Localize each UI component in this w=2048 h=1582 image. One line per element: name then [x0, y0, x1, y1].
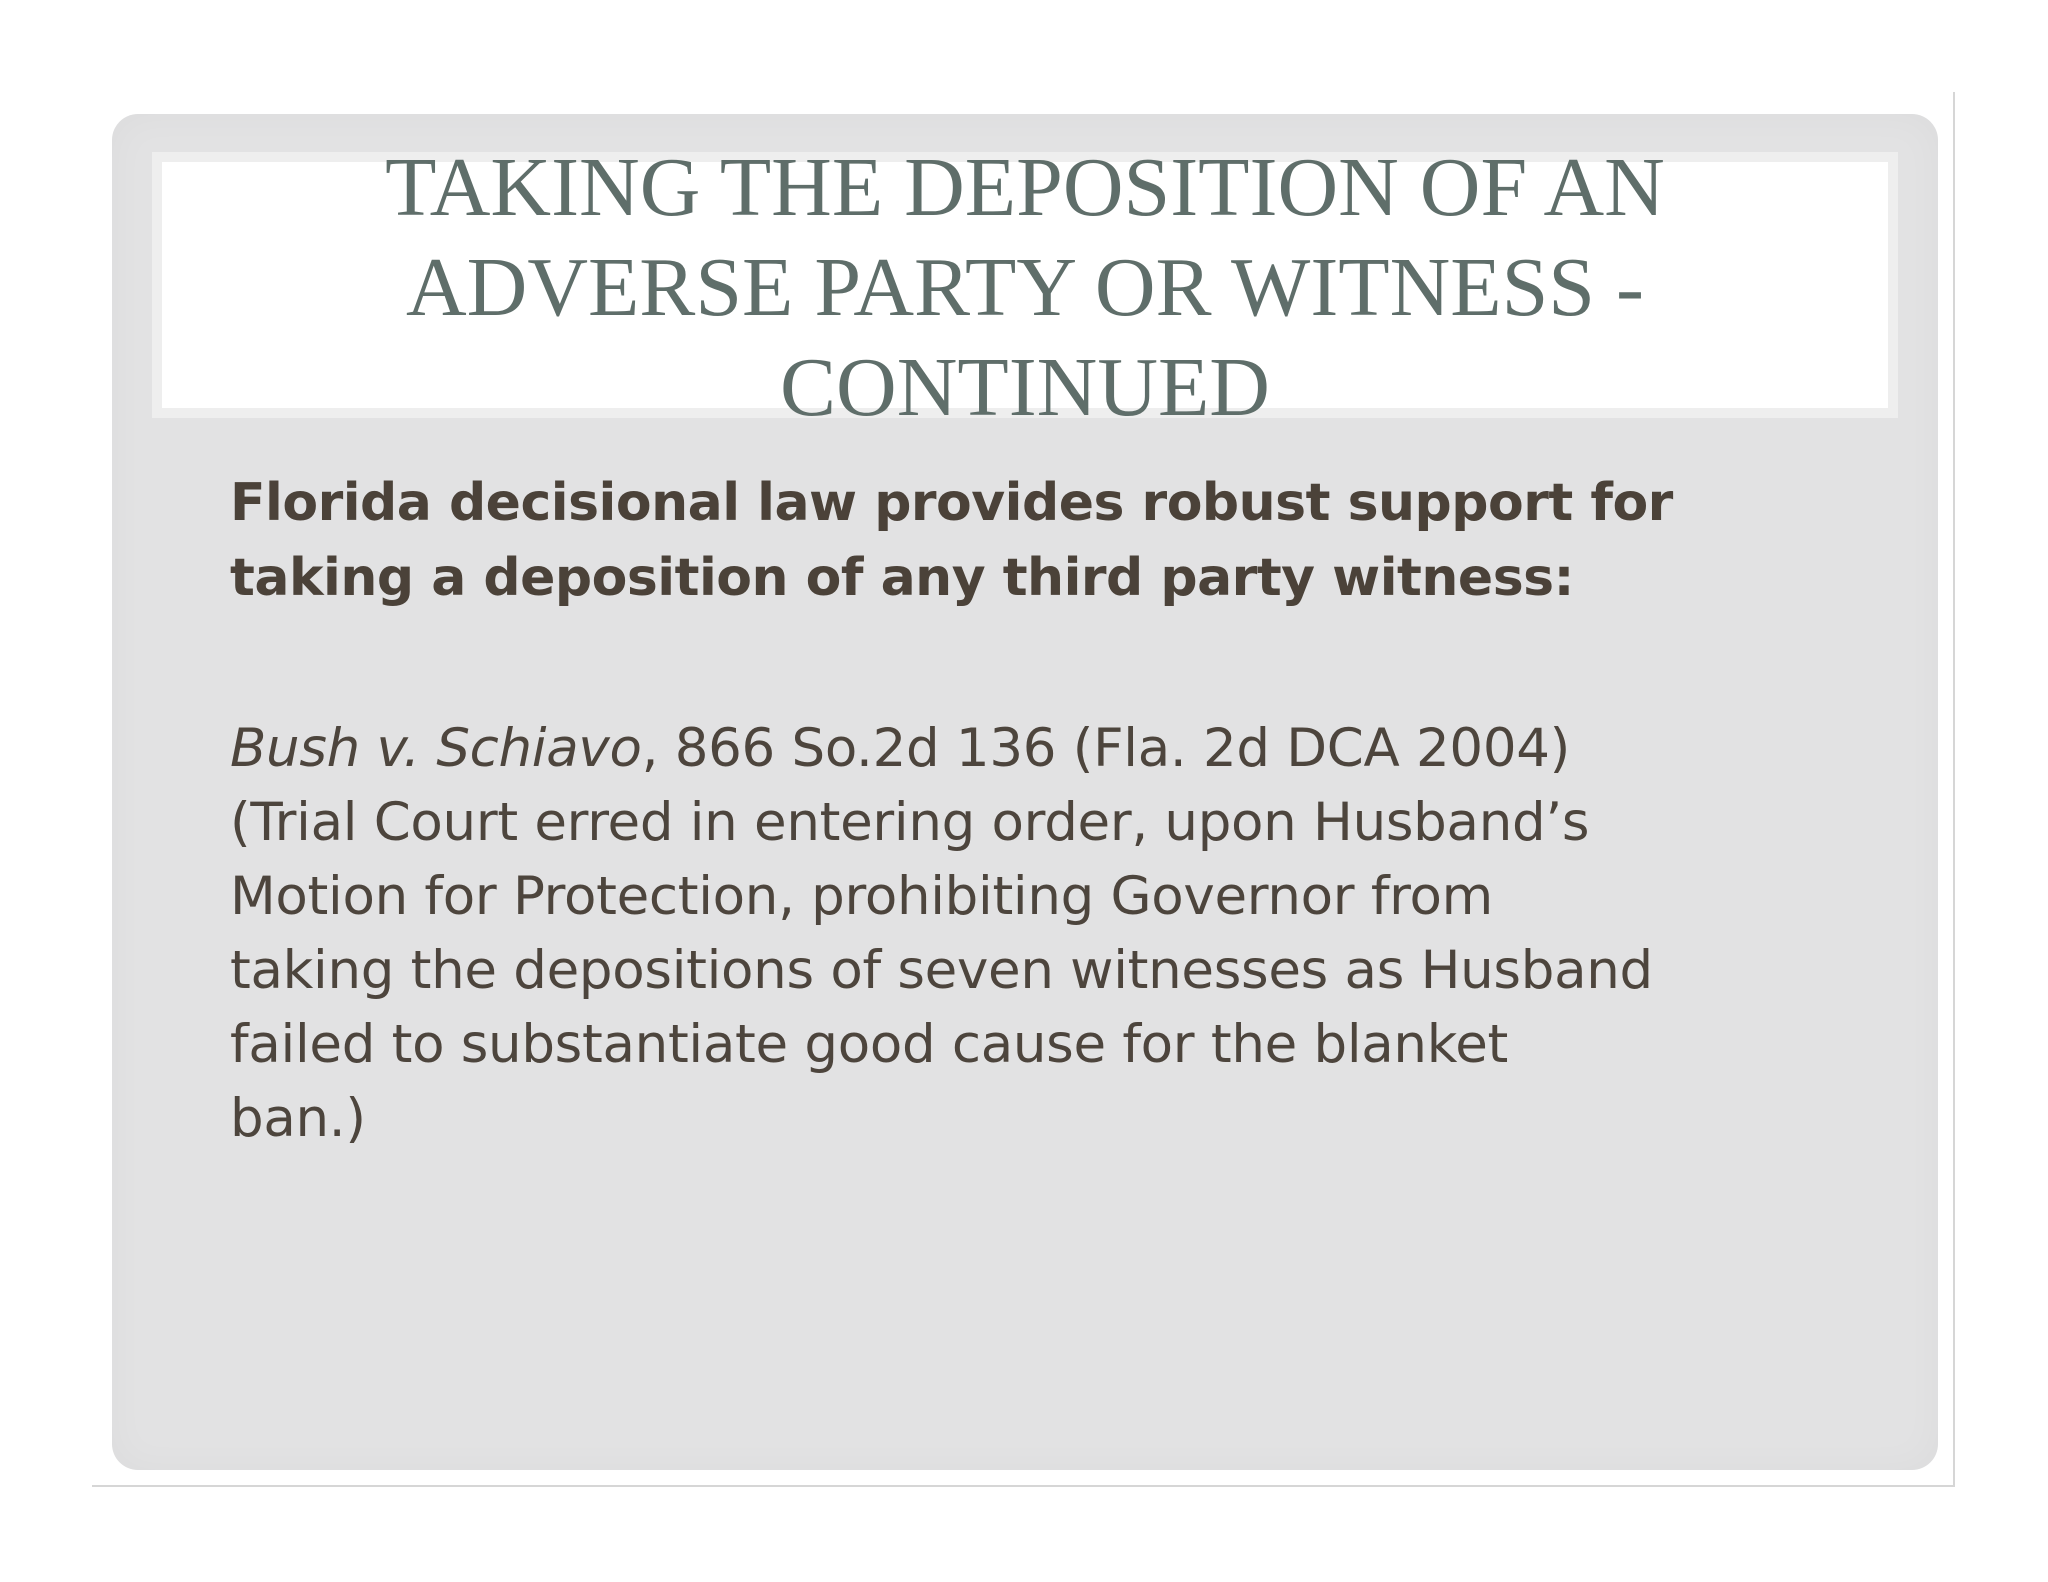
- slide-title-line: CONTINUED: [780, 341, 1270, 434]
- lead-line: taking a deposition of any third party witness:: [230, 548, 1574, 608]
- citation-body-line: (Trial Court erred in entering order, upon Husband’s: [230, 792, 1590, 853]
- lead-statement: [230, 466, 1870, 616]
- slide-body: [230, 466, 1870, 1156]
- citation-body-line: Motion for Protection, prohibiting Governor from: [230, 866, 1493, 927]
- page-edge-bottom: [92, 1485, 1955, 1487]
- case-reporter: , 866 So.2d 136 (Fla. 2d DCA 2004): [641, 718, 1571, 779]
- slide-title: [112, 138, 1938, 438]
- citation-heading-line: [230, 712, 1870, 786]
- case-citation: [230, 712, 1870, 1156]
- citation-body-line: ban.): [230, 1088, 366, 1149]
- page-edge-right: [1953, 92, 1955, 1487]
- slide-title-line: ADVERSE PARTY OR WITNESS -: [406, 241, 1644, 334]
- lead-line: Florida decisional law provides robust support for: [230, 473, 1673, 533]
- slide-title-line: TAKING THE DEPOSITION OF AN: [385, 141, 1665, 234]
- citation-body-line: failed to substantiate good cause for the blanket: [230, 1014, 1509, 1075]
- case-name: Bush v. Schiavo: [230, 718, 642, 779]
- citation-body-line: taking the depositions of seven witnesses as Husband: [230, 940, 1653, 1001]
